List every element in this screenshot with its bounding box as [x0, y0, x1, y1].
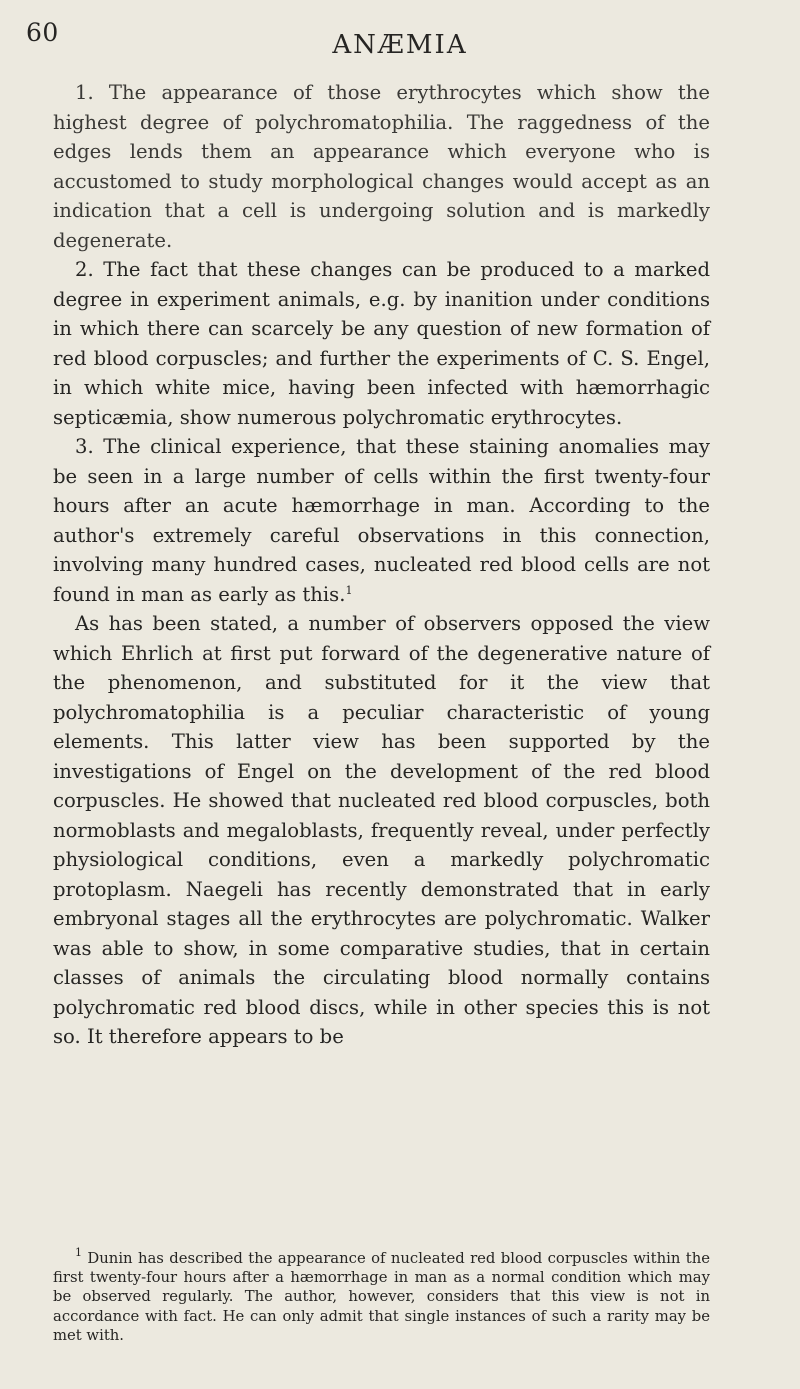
paragraph-4: As has been stated, a number of observers opposed the view which Ehrlich at first put forward of the degenerative nature of the phenomenon, and substituted for it the view that polychromatophilia is a peculiar characteristic of young elements. This latter view has been supported by the investigations of Engel on the development of the red blood corpuscles. He showed that nucleated red blood corpuscles, both normoblasts and megaloblasts, frequently reveal, under perfectly physiological conditions, even a markedly polychromatic protoplasm. Naegeli has recently demonstrated that in early embryonal stages all the erythrocytes are polychromatic. Walker was able to show, in some comparative studies, that in certain classes of animals the circulating blood normally contains polychromatic red blood discs, while in other species this is not so. It therefore appears to be — [53, 612, 710, 1048]
paragraph-3-text: 3. The clinical experience, that these staining anomalies may be seen in a large number of cells within the first twenty-four hours after an acute hæmorrhage in man. According to the author's extremely careful observations in this connection, involving many hundred cases, nucleated red blood cells are not found in man as early as this. — [53, 435, 710, 606]
main-text — [53, 78, 710, 1052]
footnote-text: Dunin has described the appearance of nucleated red blood corpuscles within the first twenty-four hours after a hæmorrhage in man as a normal condition which may be observed regularly. The author, however, considers that this view is not in accordance with fact. He can only admit that single instances of such a rarity may be met with. — [53, 1250, 710, 1344]
page-number: 60 — [26, 18, 59, 47]
footnote-reference[interactable]: 1 — [345, 583, 353, 597]
footnote-marker: 1 — [75, 1246, 82, 1259]
running-title: ANÆMIA — [332, 30, 468, 60]
paragraph-2: 2. The fact that these changes can be produced to a marked degree in experiment animals, e.g. by inanition under conditions in which there can scarcely be any question of new formation of red blood corpuscles; and further the experiments of C. S. Engel, in which white mice, having been infected with hæmorrhagic septicæmia, show numerous polychromatic erythrocytes. — [53, 258, 710, 429]
paragraph-1: 1. The appearance of those erythrocytes which show the highest degree of polychromatophilia. The raggedness of the edges lends them an appearance which everyone who is accustomed to study morphological changes would accept as an indication that a cell is undergoing solution and is markedly degenerate. — [53, 81, 710, 252]
footnotes — [53, 1246, 710, 1345]
paragraph-3 — [53, 432, 710, 609]
footnote-1 — [53, 1246, 710, 1345]
